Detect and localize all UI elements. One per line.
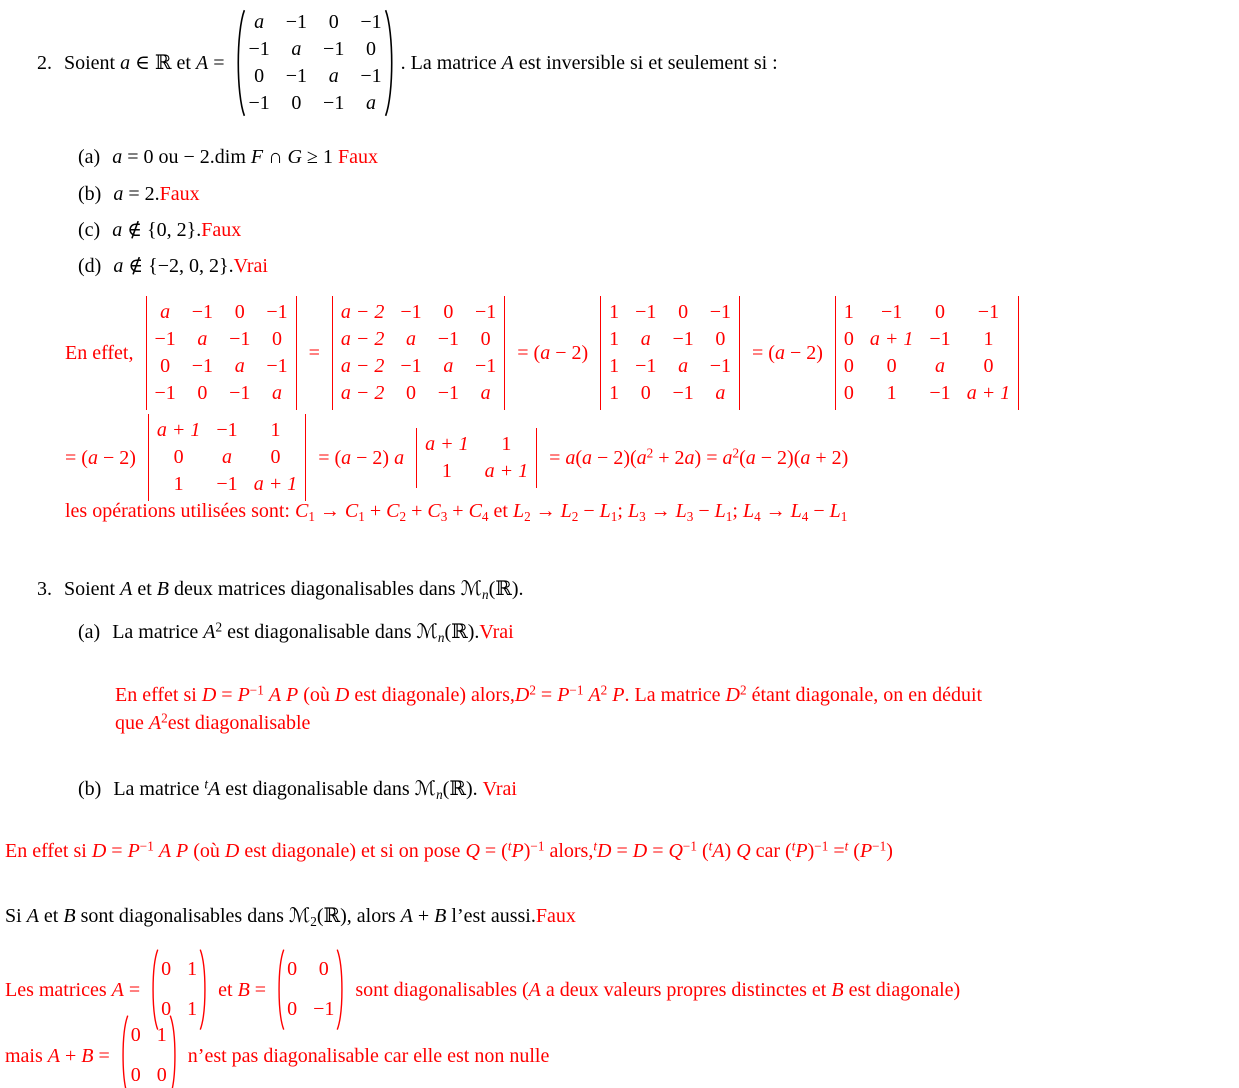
- question-2-intro: [37, 8, 778, 118]
- option-text: La matrice $A^2$ est diagonalisable dans ℳn(ℝ).: [112, 619, 480, 645]
- left-paren-icon: [119, 1014, 129, 1088]
- counterexample-prefix: Les matrices A =: [5, 978, 146, 1001]
- option-label: (b): [78, 183, 102, 205]
- matrix-B-2x2-cells: 0 0 0 −1: [287, 957, 335, 1021]
- question-2-intro-prefix: Soient a ∈ ℝ et A =: [64, 52, 230, 74]
- factor-a-minus-2-first: = (a − 2): [517, 342, 589, 364]
- option-text: a = 0 ou − 2.dim F ∩ G ≥ 1: [112, 146, 338, 168]
- determinant-2: a − 2 −1 0 −1 a − 2 a −1 0 a − 2 −1 a −1 a − 2 0 −1 a: [332, 296, 505, 410]
- q2-option-c: [78, 217, 241, 243]
- determinant-5: a + 1 −1 1 0 a 0 1 −1 a + 1: [148, 414, 306, 501]
- question-2-intro-suffix: . La matrice A est inversible si et seulement si :: [400, 52, 778, 74]
- conclusion-suffix: n’est pas diagonalisable car elle est non nulle: [182, 1044, 550, 1067]
- option-text: La matrice $^t$A est diagonalisable dans ℳn(ℝ).: [113, 776, 483, 802]
- verdict-badge: Vrai: [233, 255, 268, 277]
- counterexample-suffix: sont diagonalisables (A a deux valeurs propres distinctes et B est diagonale): [350, 978, 961, 1001]
- option-label: (c): [78, 219, 101, 241]
- proof-line-1: [65, 296, 1019, 410]
- factor-a-minus-2-third: = (a − 2): [65, 446, 136, 469]
- q3-option-b: [78, 776, 517, 802]
- counterexample-mid: et B =: [213, 978, 272, 1001]
- conclusion-prefix: mais A + B =: [5, 1044, 115, 1067]
- proof-line-2: [65, 414, 848, 501]
- determinant-4: 1 −1 0 −1 0 a + 1 −1 1 0 0 a 0 0 1 −1 a + 1: [835, 296, 1019, 410]
- matrix-A: [233, 8, 396, 118]
- factor-a-minus-2-a: = (a − 2) a: [318, 446, 405, 469]
- matrix-A-2x2-cells: 0 1 0 1: [161, 957, 198, 1021]
- question-3-text: Soient A et B deux matrices diagonalisables dans ℳn(ℝ).: [64, 578, 524, 602]
- matrix-sum-2x2-cells: 0 1 0 0: [130, 1023, 167, 1087]
- right-paren-icon: [384, 8, 397, 118]
- option-label: (a): [78, 146, 101, 168]
- operations-note: les opérations utilisées sont: C1 → C1 + C2 + C3 + C4 et L2 → L2 − L1; L3 → L3 − L1; L4 → L4 − L1: [65, 500, 848, 524]
- q2-option-d: [78, 253, 268, 279]
- verdict-badge: Vrai: [482, 778, 517, 800]
- matrix-A-cells: a −1 0 −1 −1 a −1 0 0 −1 a −1 −1 0 −1 a: [248, 11, 382, 114]
- explanation-line-1: En effet si $D = P^{-1}$ A P (où D est diagonale) $alors,D^2 = P^{-1}$ $A^2$ P. La matrice $D^2$ étant diagonale, on en déduit: [115, 682, 983, 706]
- determinant-3: 1 −1 0 −1 1 a −1 0 1 −1 a −1 1 0 −1 a: [600, 296, 740, 410]
- question-2-number: 2.: [37, 52, 52, 74]
- verdict-badge: Faux: [337, 146, 378, 168]
- right-paren-icon: [169, 1014, 179, 1088]
- option-text: a ∉ {−2, 0, 2}.: [113, 255, 234, 277]
- factor-a-minus-2-second: = (a − 2): [752, 342, 823, 364]
- question-3-header: [37, 576, 524, 602]
- verdict-badge: Faux: [159, 183, 200, 205]
- option-label: (d): [78, 255, 102, 277]
- conclusion-line: [5, 1014, 549, 1088]
- final-factorization: = $a(a - 2)(a^2 + 2a) = a^2(a - 2)(a + 2)$: [549, 444, 849, 469]
- proof-intro: En effet,: [65, 342, 134, 364]
- option-label: (a): [78, 621, 101, 643]
- determinant-1: a −1 0 −1 −1 a −1 0 0 −1 a −1 −1 0 −1 a: [146, 296, 297, 410]
- q2-option-b: [78, 181, 200, 207]
- q2-option-a: [78, 144, 378, 170]
- sum-statement-line: [5, 903, 576, 929]
- verdict-badge: Faux: [535, 905, 576, 927]
- equals-sign-1: =: [308, 342, 320, 364]
- sum-statement: Si A et B sont diagonalisables dans ℳ2(ℝ), alors A + B l’est aussi.: [5, 905, 536, 929]
- matrix-sum-2x2: [119, 1014, 179, 1088]
- q3-option-a-explanation: [115, 681, 1237, 737]
- verdict-badge: Faux: [201, 219, 242, 241]
- verdict-badge: Vrai: [479, 621, 514, 643]
- q3-option-b-explanation: En effet si $D = P^{-1}$ A P (où D est diagonale) et si on pose $Q = (^tP)^{-1}$ alors,$^t$D = $D = Q^{-1}$ ($^t$A) Q car $(^tP)^{-1} =^t$ $(P^{-1})$: [5, 838, 893, 862]
- explanation-line-2: que $A^2est$ diagonalisable: [115, 710, 311, 734]
- option-text: a ∉ {0, 2}.: [112, 219, 202, 241]
- determinant-6: a + 1 1 1 a + 1: [416, 428, 537, 488]
- question-3-number: 3.: [37, 578, 52, 600]
- option-label: (b): [78, 778, 102, 800]
- q3-option-a: [78, 619, 514, 645]
- left-paren-icon: [233, 8, 246, 118]
- option-text: a = 2.: [113, 183, 160, 205]
